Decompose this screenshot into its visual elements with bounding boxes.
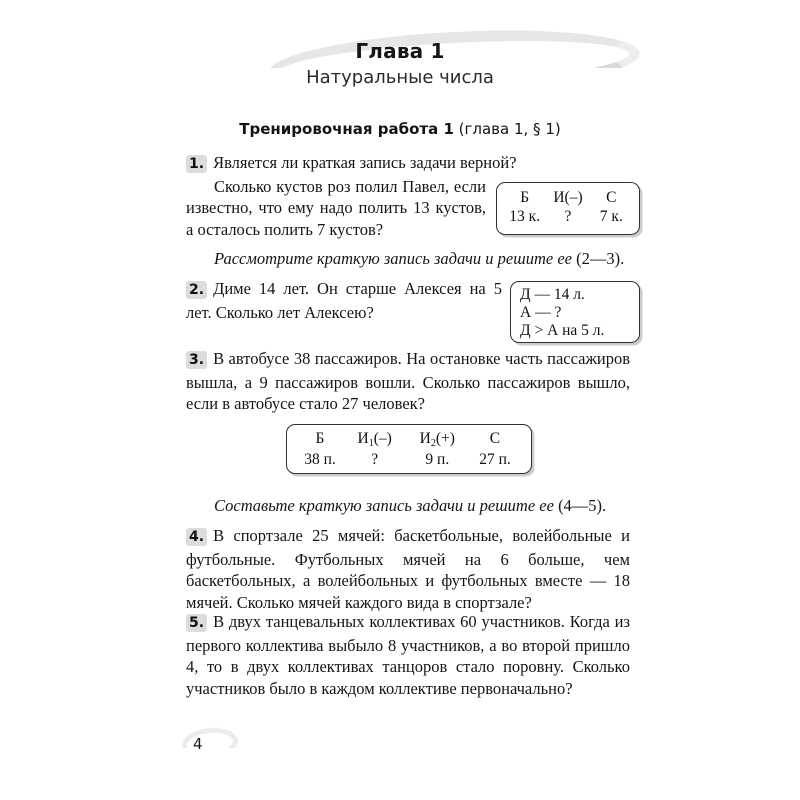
instruction-2-text: Составьте краткую запись задачи и решите ее (214, 496, 554, 515)
box2-row-1: Д — 14 л. (520, 286, 585, 303)
task-1-text-1: Является ли краткая запись задачи верной? (213, 153, 517, 172)
short-note-box-3-value-row (297, 450, 521, 469)
short-note-box-1-value-row (505, 207, 631, 226)
chapter-subtitle: Натуральные числа (306, 67, 494, 88)
header-text-group (0, 38, 800, 91)
instruction-1-text: Рассмотрите краткую запись задачи и решите ее (214, 249, 572, 268)
instruction-1 (186, 248, 630, 270)
task-5-paragraph (186, 611, 630, 699)
task-4-number: 4. (186, 528, 207, 546)
box1-value-s: 7 к. (599, 208, 623, 225)
short-note-box-3 (286, 424, 532, 474)
task-2-number: 2. (186, 281, 207, 299)
box3-header-i2-sign: (+) (435, 430, 455, 447)
short-note-box-1-header-row (505, 188, 631, 207)
task-4 (186, 525, 630, 613)
task-1-text-2: Сколько кустов роз полил Павел, если известно, что ему надо полить 13 кустов, а осталось полить 7 кустов? (186, 176, 486, 239)
page-folio (176, 726, 266, 770)
box3-header-i1 (344, 429, 406, 450)
task-5-number: 5. (186, 614, 207, 632)
box2-row-2: А — ? (520, 304, 562, 321)
page-header (0, 28, 800, 114)
short-note-box-3-header-row (297, 429, 521, 450)
box3-value-i2: 9 п. (425, 451, 450, 468)
task-3 (186, 348, 630, 415)
box3-header-i2-base: И (419, 430, 431, 447)
task-2 (186, 278, 502, 323)
task-3-paragraph (186, 348, 630, 415)
instruction-2 (186, 495, 630, 517)
task-2-text: Диме 14 лет. Он старше Алексея на 5 лет. Сколько лет Алексею? (186, 279, 502, 322)
task-1-number: 1. (186, 155, 207, 173)
work-title-reference: (глава 1, § 1) (453, 120, 561, 138)
task-3-text: В автобусе 38 пассажиров. На остановке часть пассажиров вышла, а 9 пассажиров вошли. Сколько пассажиров вышло, если в автобусе стало 27 человек? (186, 349, 630, 413)
box1-value-i: ? (564, 208, 572, 225)
box3-header-i1-base: И (357, 430, 369, 447)
task-1-line-1 (186, 152, 630, 176)
task-3-number: 3. (186, 351, 207, 369)
task-4-paragraph (186, 525, 630, 613)
box3-header-i2 (406, 429, 468, 450)
short-note-box-2 (510, 281, 640, 343)
work-title-bold: Тренировочная работа 1 (239, 120, 454, 138)
page-number: 4 (193, 735, 203, 753)
box3-header-b: Б (315, 430, 325, 447)
box3-header-i2-subscript: 2 (430, 438, 436, 449)
instruction-2-range: (4—5). (553, 496, 607, 515)
chapter-title: Глава 1 (355, 39, 445, 63)
instruction-1-range: (2—3). (571, 249, 625, 268)
task-5 (186, 611, 630, 699)
work-title (0, 120, 800, 138)
box1-header-b: Б (520, 189, 530, 206)
box1-header-s: С (606, 189, 617, 206)
box3-header-i1-sign: (–) (373, 430, 392, 447)
box3-header-i1-subscript: 1 (368, 438, 374, 449)
box2-row-3: Д > А на 5 л. (520, 322, 605, 339)
folio-arc-mask (176, 748, 256, 770)
box3-value-b: 38 п. (304, 451, 336, 468)
task-4-text: В спортзале 25 мячей: баскетбольные, волейбольные и футбольные. Футбольных мячей на 6 больше, чем баскетбольных, а волейбольных и футбольных вместе — 18 мячей. Сколько мячей каждого вида в спортзале? (186, 526, 630, 612)
task-2-paragraph (186, 278, 502, 323)
box3-value-s: 27 п. (479, 451, 511, 468)
box1-value-b: 13 к. (509, 208, 541, 225)
short-note-box-1 (496, 182, 640, 235)
box1-header-i: И(–) (553, 189, 583, 206)
box3-value-i1: ? (371, 451, 379, 468)
box3-header-s: С (489, 430, 501, 447)
task-5-text: В двух танцевальных коллективах 60 участников. Когда из первого коллектива выбыло 8 участников, а во второй пришло 4, то в двух коллективах танцоров стало поровну. Сколько участников было в каждом коллективе первоначально? (186, 612, 630, 698)
